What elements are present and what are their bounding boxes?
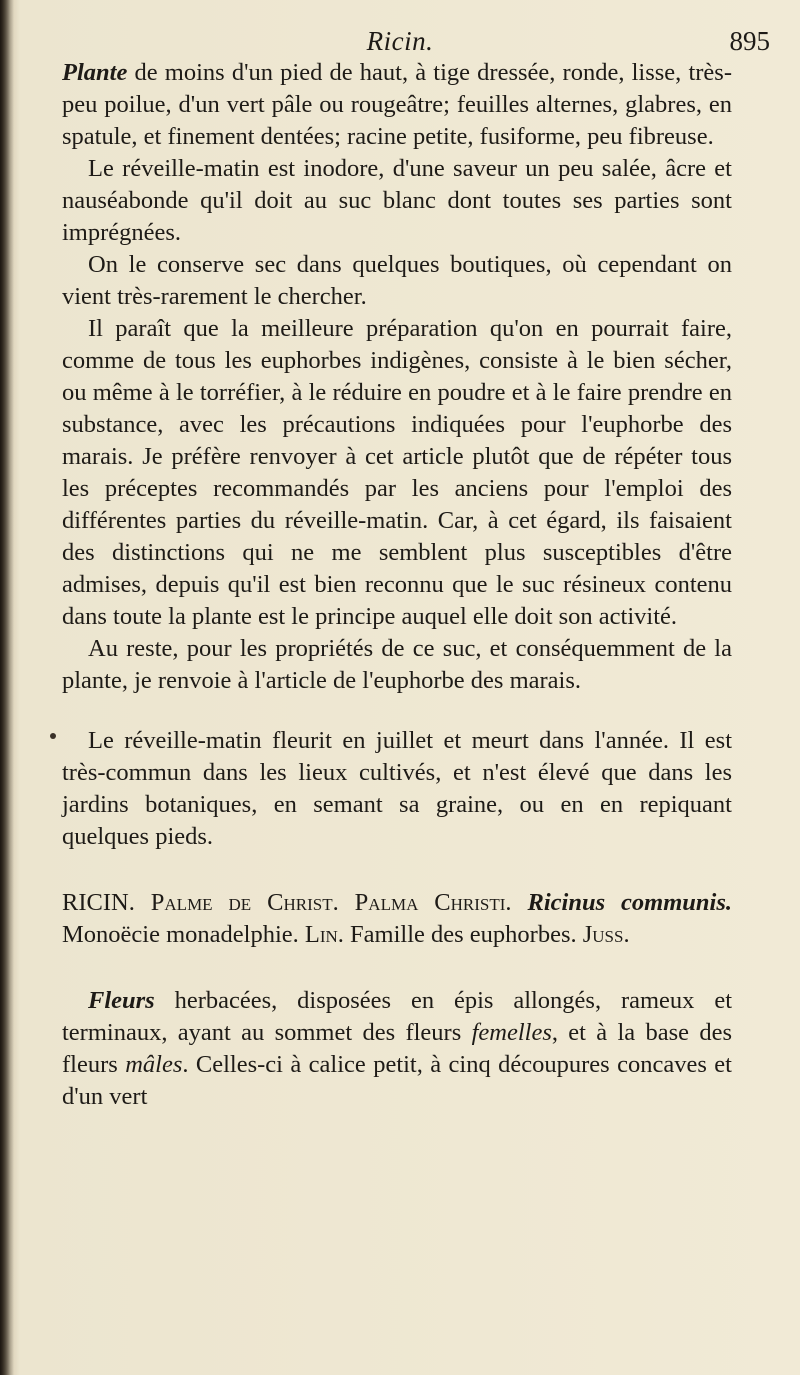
- italic-term: mâles: [125, 1051, 183, 1078]
- body-text: [62, 57, 732, 1113]
- paragraph-preparation: Il paraît que la meilleure préparation qu'on en pourrait faire, comme de tous les euphorbes indigènes, consiste à le bien sécher, ou même à le torréfier, à le réduire en poudre et à le faire prendre en substance, avec les précautions indiquées pour l'euphorbe des marais. Je préfère renvoyer à cet article plutôt que de répéter tous les préceptes recommandés par les anciens pour l'emploi des différentes parties du réveille-matin. Car, à cet égard, ils faisaient des distinctions qui ne me semblent plus susceptibles d'être admises, depuis qu'il est bien reconnu que le suc résineux contenu dans toute la plante est le principe auquel elle doit son activité.: [62, 315, 732, 630]
- paragraph-saveur: Le réveille-matin est inodore, d'une saveur un peu salée, âcre et nauséabonde qu'il doit au suc blanc dont toutes ses parties sont imprégnées.: [62, 155, 732, 246]
- classification: Monoëcie monadelphie.: [62, 921, 299, 948]
- ink-spot: [50, 733, 56, 739]
- paragraph-text: herbacées, disposées en épis allongés, rameux et terminaux, ayant au sommet des fleurs: [62, 987, 732, 1046]
- italic-term: femelles: [471, 1019, 552, 1046]
- linnaeus-abbrev: Lin.: [304, 921, 344, 948]
- running-title: Ricin.: [366, 26, 434, 56]
- common-name-1: Palme de Christ.: [150, 889, 339, 916]
- paragraph-floraison: Le réveille-matin fleurit en juillet et meurt dans l'année. Il est très-commun dans les lieux cultivés, et n'est élevé que dans les jardins botaniques, en semant sa graine, ou en en repiquant quelques pieds.: [62, 727, 732, 850]
- paragraph-text: de moins d'un pied de haut, à tige dressée, ronde, lisse, très-peu poilue, d'un vert pâle ou rougeâtre; feuilles alternes, glabres, en spatule, et finement dentées; racine petite, fusiforme, peu fibreuse.: [62, 59, 732, 150]
- binding-shadow: [0, 0, 14, 1375]
- paragraph-plante: [62, 57, 732, 153]
- lead-word: Fleurs: [88, 987, 155, 1014]
- ricin-entry: [62, 887, 732, 951]
- paragraph-text: . Celles-ci à calice petit, à cinq découpures concaves et d'un vert: [62, 1051, 732, 1110]
- family: Famille des euphorbes.: [343, 921, 577, 948]
- paragraph-proprietes: Au reste, pour les propriétés de ce suc, et conséquemment de la plante, je renvoie à l'article de l'euphorbe des marais.: [62, 635, 732, 694]
- paragraph-fleurs: [62, 985, 732, 1113]
- jussieu-abbrev: Juss.: [582, 921, 630, 948]
- paragraph-conserve: On le conserve sec dans quelques boutiques, où cependant on vient très-rarement le chercher.: [62, 251, 732, 310]
- common-name-2: Palma Christi.: [354, 889, 512, 916]
- entry-heading: RICIN.: [62, 889, 135, 916]
- paragraph-text: , et à la base des fleurs: [62, 1019, 733, 1078]
- latin-name: Ricinus communis.: [527, 889, 733, 916]
- page-number: 895: [729, 26, 770, 56]
- lead-word: Plante: [62, 59, 128, 86]
